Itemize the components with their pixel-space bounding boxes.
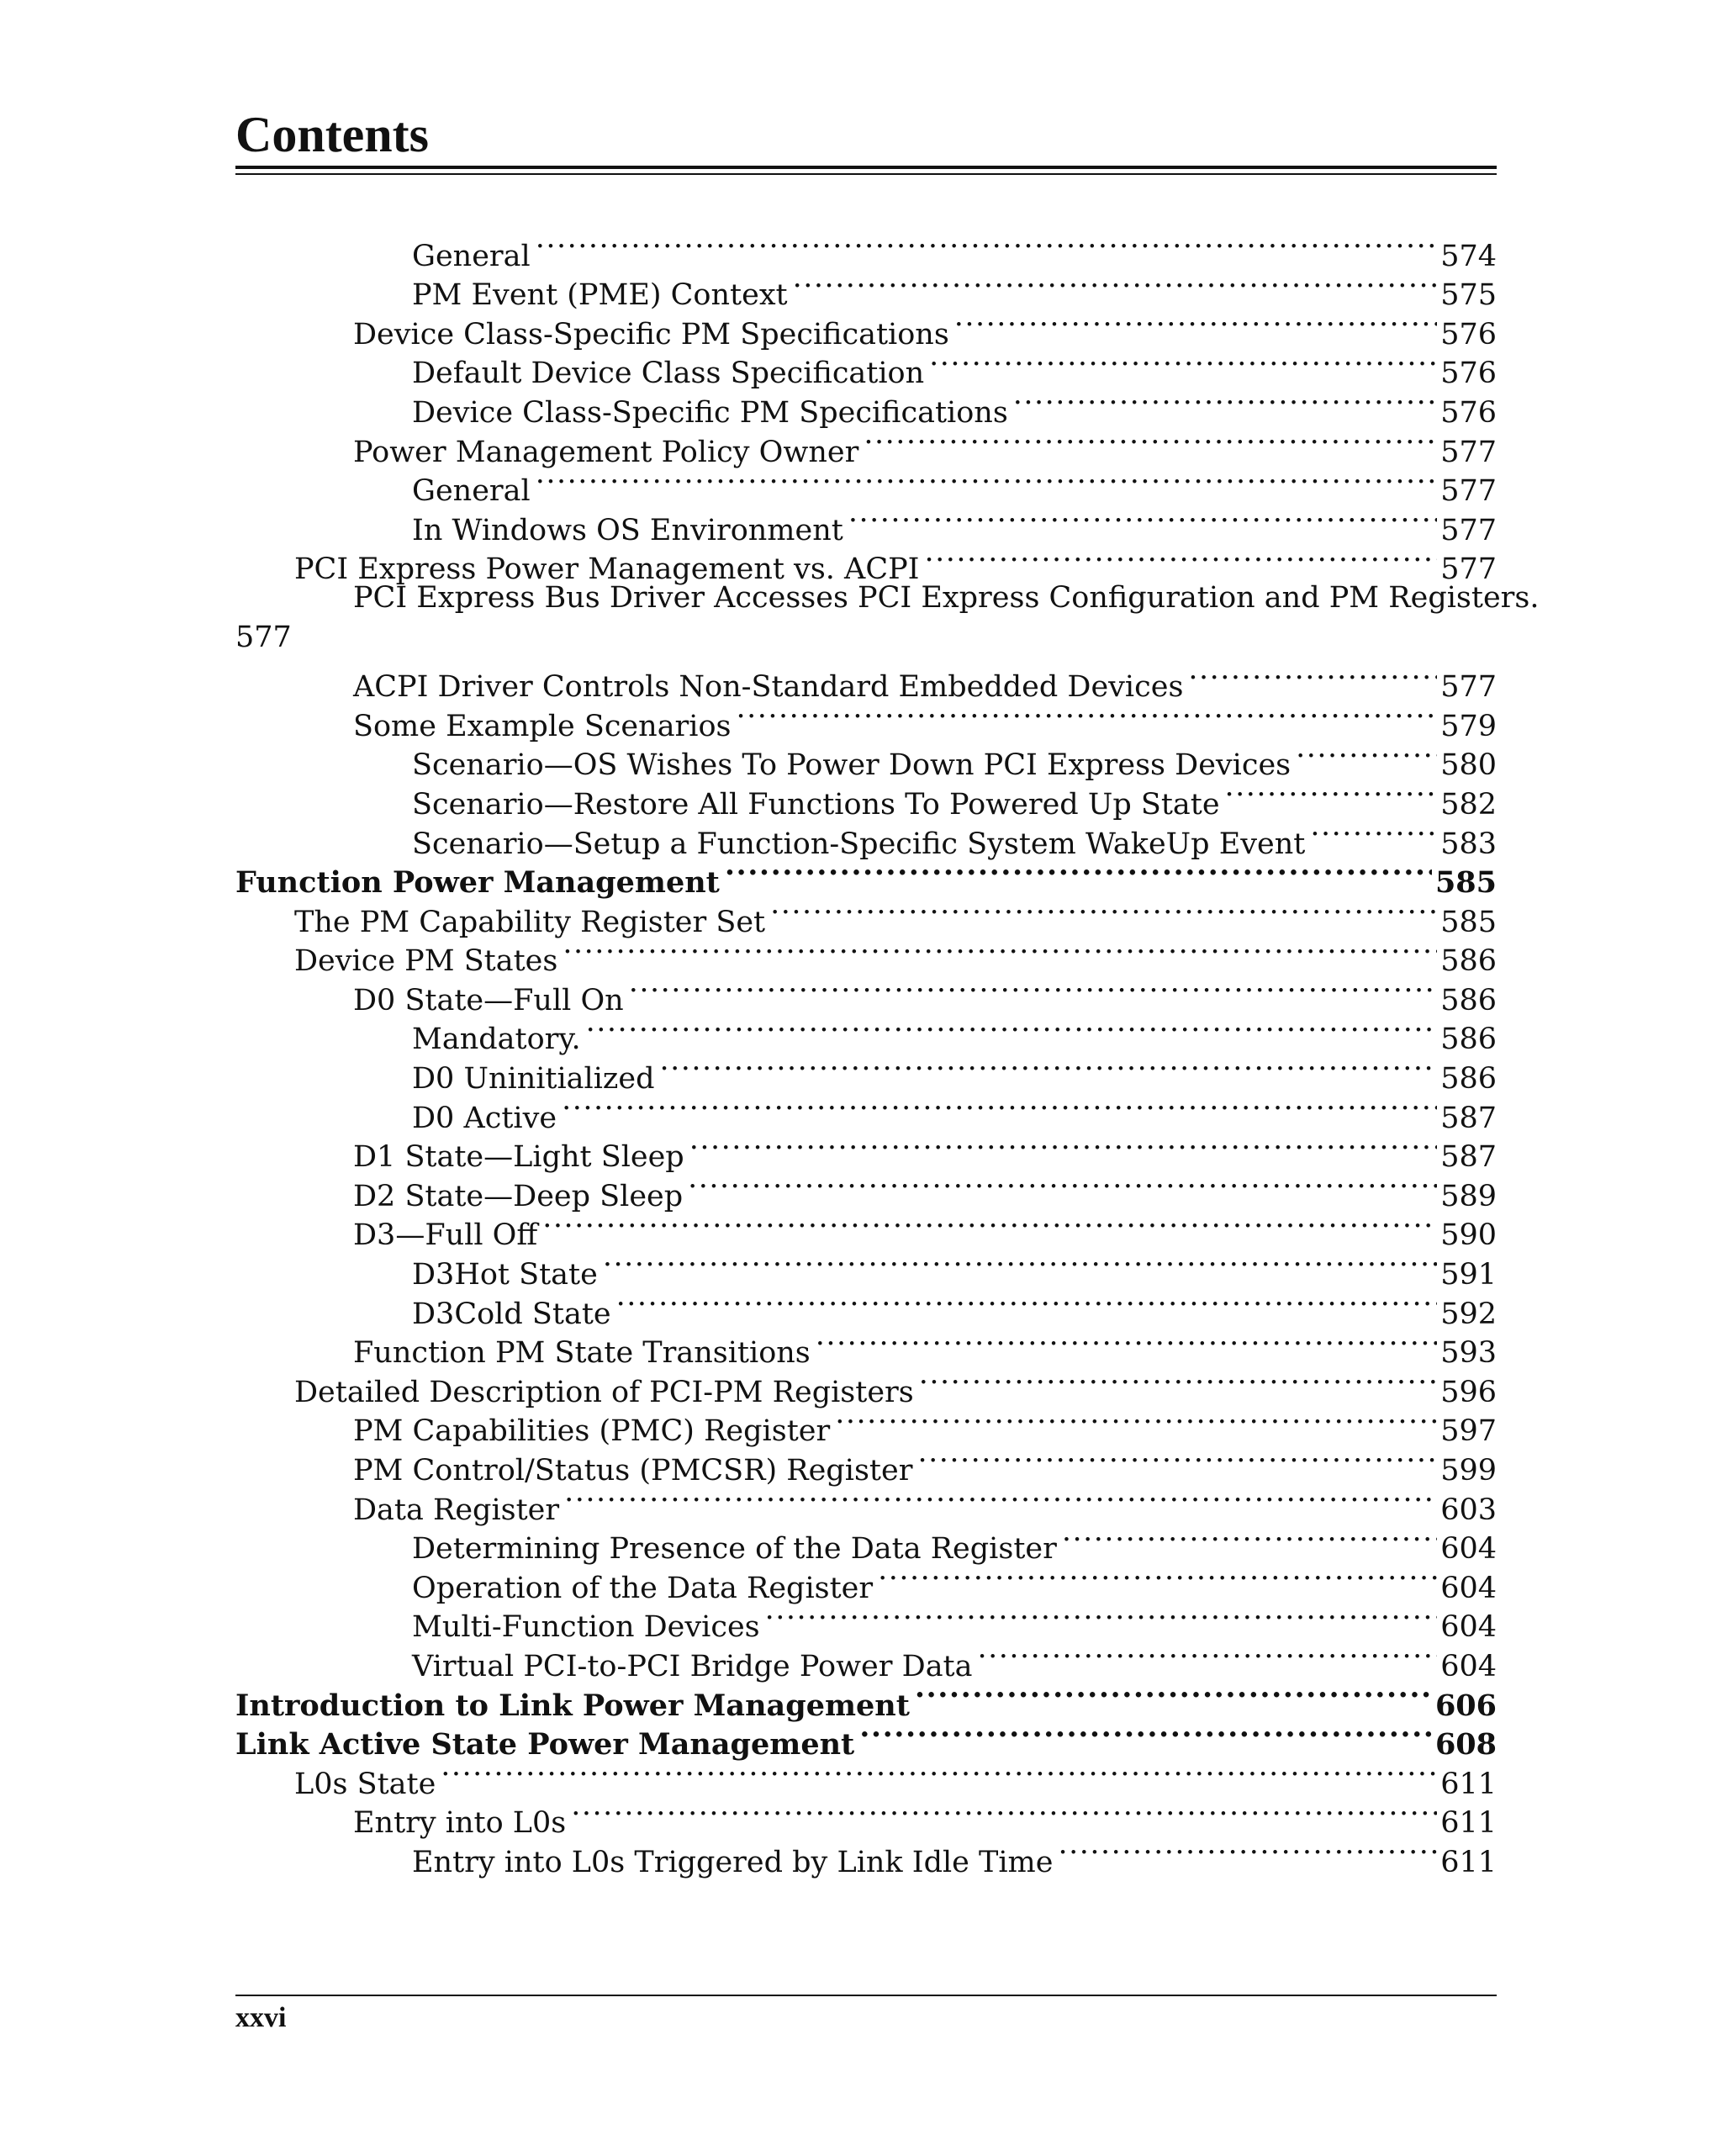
- dot-leader: [864, 422, 1437, 462]
- dot-leader: [586, 1010, 1438, 1049]
- toc-entry[interactable]: [235, 579, 1540, 657]
- toc-entry-label: D3Hot State: [412, 1258, 598, 1292]
- toc-entry-page: 596: [1440, 1375, 1497, 1409]
- toc-entry-label: D0 Active: [412, 1101, 557, 1135]
- toc-entry-label: Some Example Scenarios: [353, 709, 732, 743]
- toc-entry-label: In Windows OS Environment: [412, 513, 843, 547]
- toc-entry-label: PM Control/Status (PMCSR) Register: [353, 1454, 913, 1488]
- toc-entry-label: PM Capabilities (PMC) Register: [353, 1414, 831, 1449]
- dot-leader: [1296, 736, 1437, 775]
- dot-leader: [816, 1324, 1437, 1363]
- toc-entry-page: 577: [1440, 513, 1497, 547]
- toc-entry-label: Entry into L0s: [353, 1806, 567, 1841]
- toc-entry-page: 611: [1440, 1806, 1497, 1841]
- toc-entry-label: Mandatory.: [412, 1023, 581, 1057]
- toc-entry-page: 576: [1440, 317, 1497, 351]
- dot-leader: [616, 1284, 1438, 1324]
- toc-entry-page: 579: [1440, 709, 1497, 743]
- dot-leader: [917, 1440, 1437, 1480]
- dot-leader: [924, 540, 1437, 579]
- toc-entry-page: 603: [1440, 1493, 1497, 1527]
- toc-entry-page: 577: [1440, 670, 1497, 705]
- dot-leader: [878, 1558, 1437, 1598]
- header-rule-thin: [235, 173, 1497, 175]
- toc-entry-label: The PM Capability Register Set: [294, 905, 766, 939]
- toc-entry-label: Scenario—OS Wishes To Power Down PCI Express Devices: [412, 748, 1292, 783]
- toc-entry-label: General: [412, 474, 531, 509]
- toc-entry-label: ACPI Driver Controls Non-Standard Embedded Devices: [353, 670, 1184, 705]
- dot-leader: [564, 1480, 1437, 1519]
- dot-leader: [689, 1128, 1437, 1167]
- dot-leader: [915, 1676, 1432, 1715]
- dot-leader: [765, 1598, 1438, 1637]
- toc-entry-page: 577: [1440, 474, 1497, 509]
- footer-rule: [235, 1995, 1497, 1996]
- page-header: [235, 105, 1497, 164]
- dot-leader: [542, 1206, 1437, 1245]
- toc-entry-label: PCI Express Power Management vs. ACPI: [294, 552, 920, 587]
- toc-entry-label: D0 State—Full On: [353, 983, 624, 1017]
- toc-entry-page: 597: [1440, 1414, 1497, 1449]
- toc-entry-page: 586: [1440, 944, 1497, 979]
- toc-entry-page: 589: [1440, 1179, 1497, 1213]
- toc-entry-page: 606: [1434, 1688, 1497, 1723]
- toc-entry-page: 575: [1440, 278, 1497, 313]
- dot-leader: [929, 344, 1437, 383]
- dot-leader: [1310, 814, 1437, 853]
- toc-entry-label: D2 State—Deep Sleep: [353, 1179, 684, 1213]
- dot-leader: [562, 1088, 1437, 1128]
- toc-entry-label: Introduction to Link Power Management: [235, 1688, 910, 1723]
- toc-entry-label: PM Event (PME) Context: [412, 278, 788, 313]
- toc-entry-label: Scenario—Setup a Function-Specific System WakeUp Event: [412, 827, 1306, 861]
- toc-entry-label: D3Cold State: [412, 1297, 611, 1331]
- toc-entry-label: Entry into L0s Triggered by Link Idle Time: [412, 1845, 1054, 1879]
- toc-entry-page: 586: [1440, 1023, 1497, 1057]
- dot-leader: [919, 1362, 1437, 1402]
- toc-entry-page: 604: [1440, 1532, 1497, 1567]
- toc-entry-label: General: [412, 239, 531, 273]
- toc-entry-page: 590: [1440, 1218, 1497, 1253]
- dot-leader: [848, 500, 1437, 540]
- toc-entry-page: 585: [1434, 865, 1497, 901]
- toc-entry-label: Determining Presence of the Data Register: [412, 1532, 1057, 1567]
- toc-entry-page: 577: [1440, 552, 1497, 587]
- dot-leader: [725, 853, 1432, 893]
- dot-leader: [1013, 383, 1437, 422]
- dot-leader: [859, 1715, 1432, 1755]
- toc-entry-label: Data Register: [353, 1493, 560, 1527]
- dot-leader: [835, 1402, 1437, 1441]
- header-rule-thick: [235, 166, 1497, 169]
- dot-leader: [1225, 774, 1438, 814]
- toc-entry-page: 587: [1440, 1101, 1497, 1135]
- toc-entry-page: 576: [1440, 357, 1497, 391]
- dot-leader: [536, 462, 1437, 501]
- toc-entry-page: 611: [1440, 1845, 1497, 1879]
- dot-leader: [1188, 658, 1437, 697]
- dot-leader: [954, 304, 1437, 344]
- dot-leader: [978, 1636, 1438, 1676]
- toc-entry-page: 586: [1440, 1062, 1497, 1096]
- toc-entry-page: 583: [1440, 827, 1497, 861]
- toc-entry-label: Link Active State Power Management: [235, 1727, 855, 1762]
- dot-leader: [688, 1166, 1437, 1206]
- toc-entry-label: D3—Full Off: [353, 1218, 538, 1253]
- dot-leader: [737, 696, 1438, 736]
- dot-leader: [603, 1244, 1437, 1284]
- toc-entry[interactable]: [235, 226, 1497, 273]
- toc-entry-label: Scenario—Restore All Functions To Powered Up State: [412, 787, 1220, 822]
- page-folio: xxvi: [235, 2002, 287, 2033]
- toc-entry-page: 580: [1440, 748, 1497, 783]
- toc-entry-label: Virtual PCI-to-PCI Bridge Power Data: [412, 1649, 973, 1683]
- toc-entry-label: Device Class-Specific PM Specifications: [353, 317, 949, 351]
- toc-entry-page: 593: [1440, 1336, 1497, 1371]
- toc-entry-label: Device PM States: [294, 944, 558, 979]
- toc-entry-page: 604: [1440, 1571, 1497, 1605]
- toc-entry-page: 604: [1440, 1649, 1497, 1683]
- toc-entry-page: 611: [1440, 1767, 1497, 1801]
- toc-entry-page: 608: [1434, 1727, 1497, 1762]
- toc-entry-label: Detailed Description of PCI-PM Registers: [294, 1375, 914, 1409]
- toc-entry-label: Operation of the Data Register: [412, 1571, 874, 1605]
- dot-leader: [563, 932, 1437, 971]
- dot-leader: [571, 1794, 1437, 1833]
- dot-leader: [629, 970, 1437, 1010]
- toc-entry-label: Default Device Class Specification: [412, 357, 925, 391]
- toc-entry-page: 586: [1440, 983, 1497, 1017]
- toc-entry-label: L0s State: [294, 1767, 436, 1801]
- toc-entry-page: 592: [1440, 1297, 1497, 1331]
- toc-entry-page: 577: [235, 620, 292, 654]
- dot-leader: [536, 226, 1437, 266]
- toc-entry-label: Device Class-Specific PM Specifications: [412, 395, 1008, 430]
- toc-entry-page: 582: [1440, 787, 1497, 822]
- toc-entry-page: 574: [1440, 239, 1497, 273]
- toc-entry-page: 576: [1440, 395, 1497, 430]
- dot-leader: [793, 266, 1438, 305]
- toc-entry-page: 577: [1440, 435, 1497, 469]
- dot-leader: [1062, 1519, 1437, 1559]
- toc-entry-label: D1 State—Light Sleep: [353, 1140, 684, 1175]
- toc-entry-label: D0 Uninitialized: [412, 1062, 655, 1096]
- toc-entry-page: 585: [1440, 905, 1497, 939]
- toc-entry[interactable]: [235, 658, 1497, 705]
- toc-entry-label: Function PM State Transitions: [353, 1336, 811, 1371]
- toc-entry-label: Power Management Policy Owner: [353, 435, 859, 469]
- toc-entry-page: 591: [1440, 1258, 1497, 1292]
- toc-entry-label: Multi-Function Devices: [412, 1610, 760, 1645]
- dot-leader: [660, 1049, 1438, 1088]
- dot-leader: [441, 1754, 1437, 1794]
- toc-entry-label: Function Power Management: [235, 865, 720, 901]
- toc-entry-label: PCI Express Bus Driver Accesses PCI Express Configuration and PM Registers.: [353, 581, 1540, 616]
- toc-entry-page: 604: [1440, 1610, 1497, 1645]
- toc-entry-page: 599: [1440, 1454, 1497, 1488]
- toc-entry-page: 587: [1440, 1140, 1497, 1175]
- table-of-contents: [235, 226, 1540, 1879]
- page-title: Contents: [235, 107, 430, 162]
- dot-leader: [1058, 1832, 1437, 1872]
- dot-leader: [770, 892, 1437, 932]
